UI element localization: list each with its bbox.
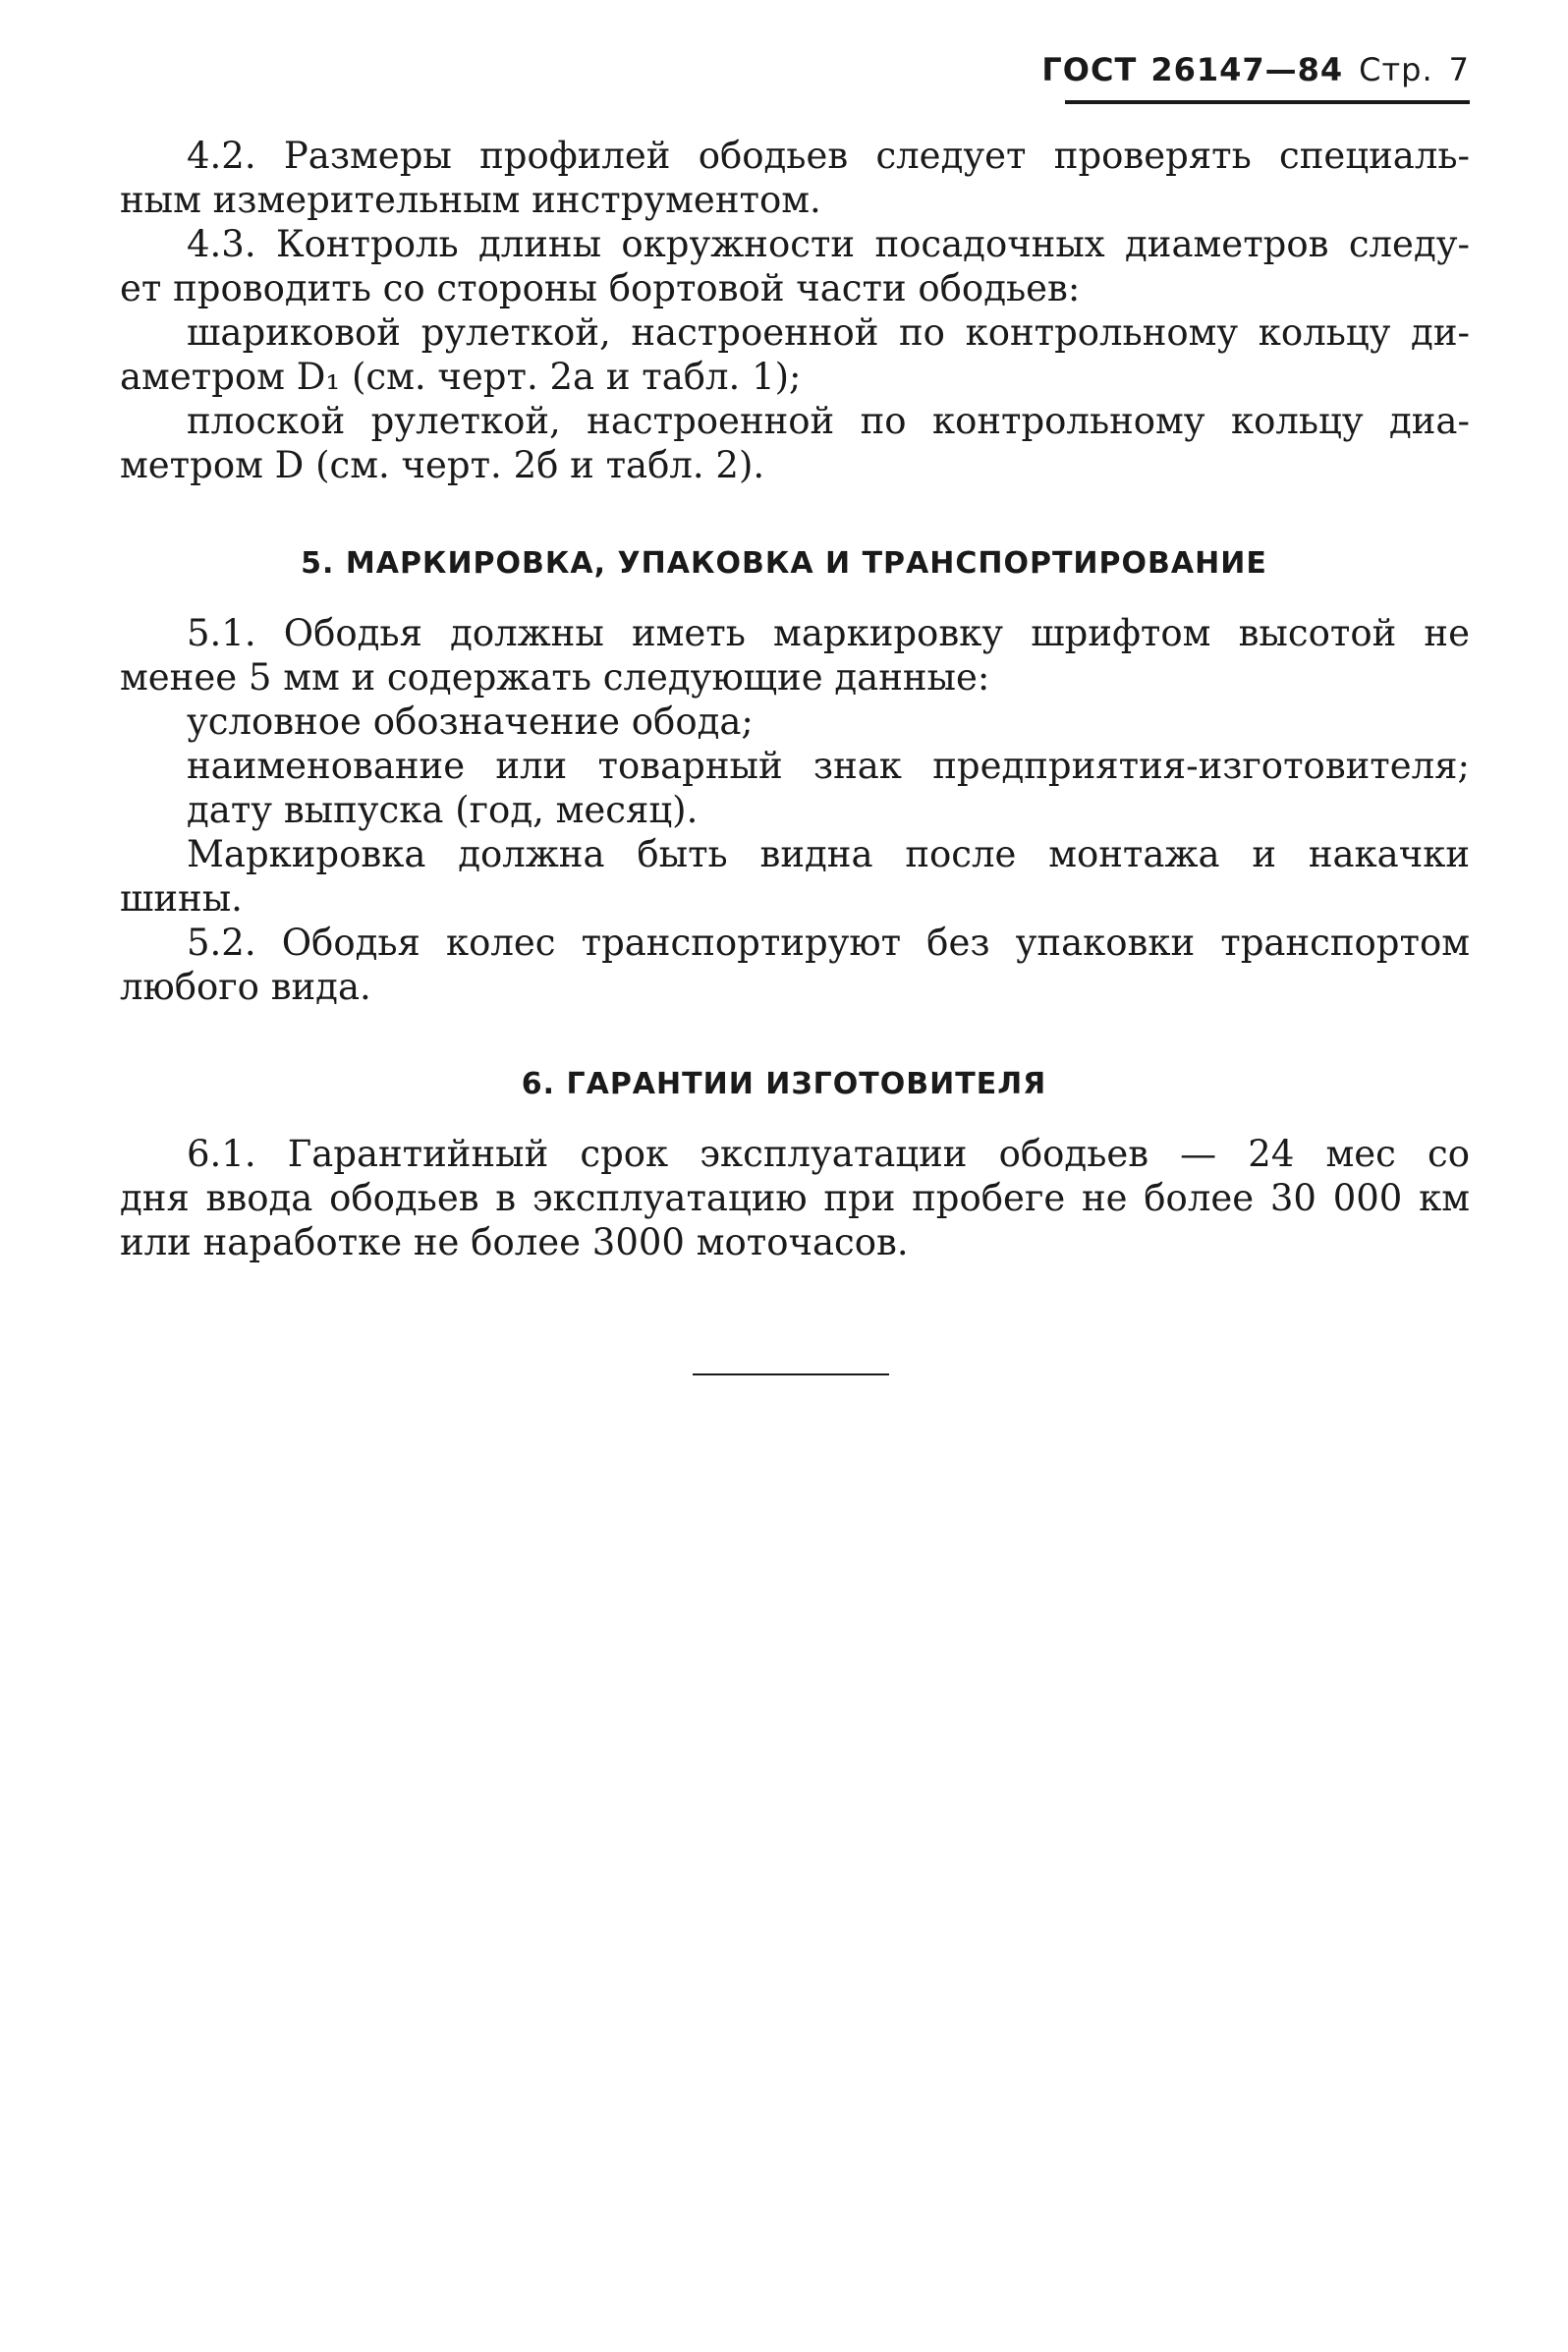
page-number: 7 [1448, 51, 1470, 88]
list-item: наименование или товарный знак предприятия-изготовителя; [187, 745, 1470, 787]
header-text [1041, 51, 1470, 88]
paragraph-6-1 [120, 1132, 1470, 1264]
paragraph-line: шариковой рулеткой, настроенной по контрольному кольцу ди- [187, 311, 1470, 354]
paragraph-line: 5.2. Ободья колес транспортируют без упаковки транспортом [187, 922, 1470, 964]
paragraph-5-1 [120, 611, 1470, 700]
paragraph-line: Маркировка должна быть видна после монтажа и накачки [187, 833, 1470, 875]
paragraph-line: или наработке не более 3000 моточасов. [120, 1221, 909, 1263]
paragraph-4-2 [120, 134, 1470, 222]
section-4-text [120, 134, 1470, 487]
end-of-document-rule [693, 1373, 889, 1375]
method-item-ball-tape [120, 310, 1470, 399]
standard-label: ГОСТ [1041, 51, 1138, 88]
paragraph-line: 4.3. Контроль длины окружности посадочных диаметров следу- [187, 223, 1470, 265]
method-item-flat-tape [120, 399, 1470, 487]
paragraph-line: любого вида. [120, 966, 371, 1008]
paragraph-line: метром D (см. черт. 2б и табл. 2). [120, 444, 765, 486]
paragraph-line: шины. [120, 877, 243, 920]
page-header [1041, 51, 1470, 110]
paragraph-line: аметром D₁ (см. черт. 2а и табл. 1); [120, 356, 802, 398]
paragraph-line: дня ввода ободьев в эксплуатацию при пробеге не более 30 000 км [120, 1177, 1470, 1219]
paragraph-4-3 [120, 222, 1470, 310]
section-6-text [120, 1132, 1470, 1264]
marking-data-list [120, 700, 1470, 832]
section-5-text [120, 611, 1470, 1009]
paragraph-line: менее 5 мм и содержать следующие данные: [120, 656, 990, 699]
list-item: дату выпуска (год, месяц). [187, 789, 699, 831]
paragraph-line: плоской рулеткой, настроенной по контрольному кольцу диа- [187, 400, 1470, 442]
list-item: условное обозначение обода; [187, 700, 754, 743]
header-rule [1065, 100, 1470, 104]
paragraph-5-2 [120, 921, 1470, 1009]
paragraph-line: 4.2. Размеры профилей ободьев следует проверять специаль- [187, 135, 1470, 177]
paragraph-line: ет проводить со стороны бортовой части ободьев: [120, 267, 1081, 309]
marking-visibility-paragraph [120, 832, 1470, 921]
section-6-heading: 6. ГАРАНТИИ ИЗГОТОВИТЕЛЯ [521, 1067, 1047, 1101]
paragraph-line: 5.1. Ободья должны иметь маркировку шрифтом высотой не [187, 612, 1470, 654]
standard-number: 26147—84 [1150, 51, 1344, 88]
section-5-heading: 5. МАРКИРОВКА, УПАКОВКА И ТРАНСПОРТИРОВАНИЕ [301, 546, 1267, 581]
paragraph-line: 6.1. Гарантийный срок эксплуатации ободьев — 24 мес со [187, 1133, 1470, 1175]
paragraph-line: ным измерительным инструментом. [120, 179, 821, 221]
page-label: Стр. [1359, 51, 1433, 88]
